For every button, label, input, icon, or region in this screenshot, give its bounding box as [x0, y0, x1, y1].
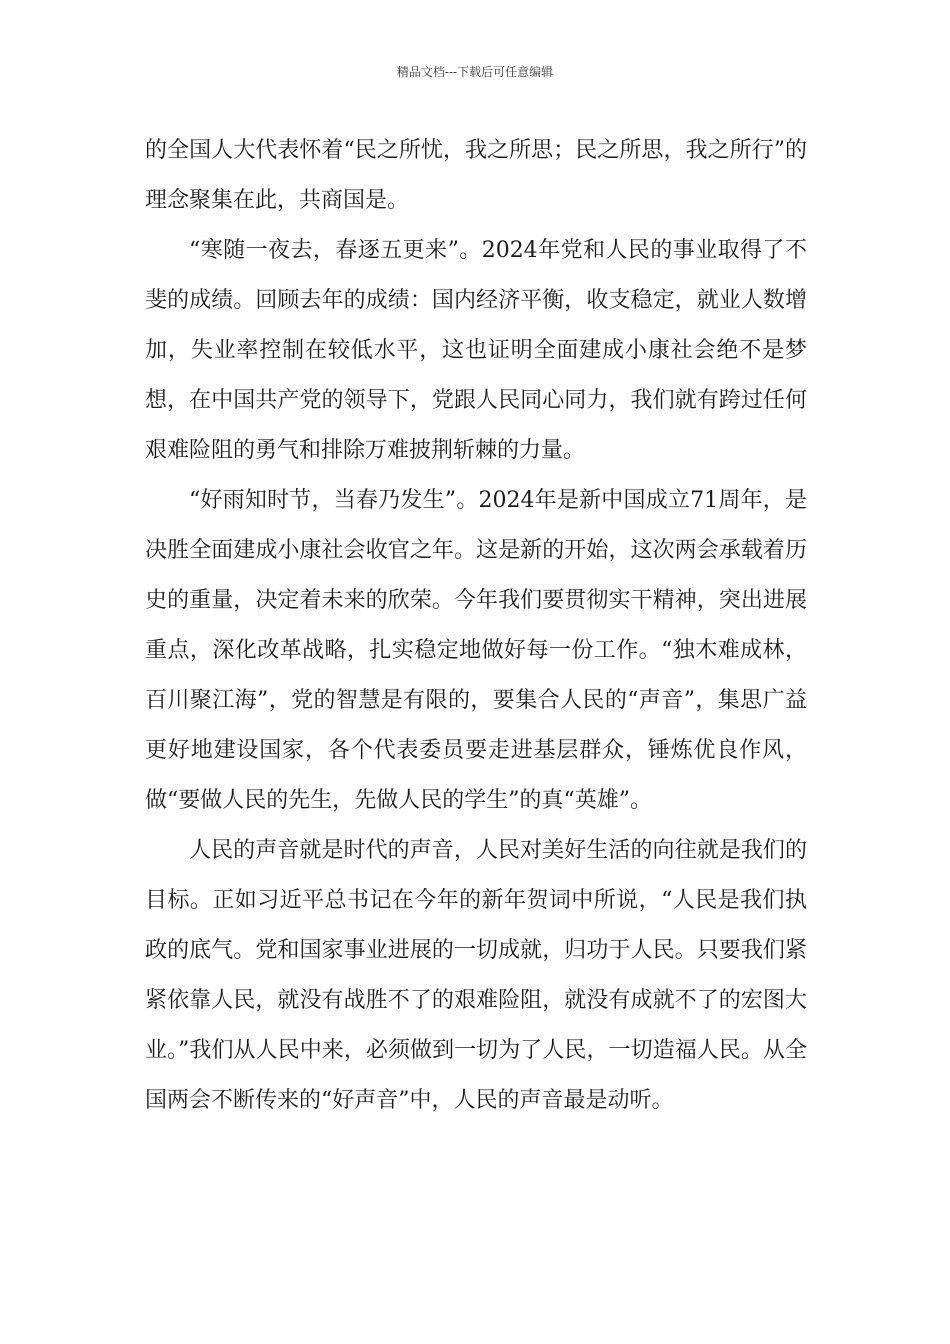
paragraph-4: 人民的声音就是时代的声音，人民对美好生活的向往就是我们的目标。正如习近平总书记在今年的新年贺词中所说，“人民是我们执政的底气。党和国家事业进展的一切成就，归功于人民。只要我们紧紧依靠人民，就没有战胜不了的艰难险阻，就没有成就不了的宏图大业。”我们从人民中来，必须做到一切为了人民，一切造福人民。从全国两会不断传来的“好声音”中，人民的声音最是动听。: [145, 838, 807, 1113]
document-body: [145, 126, 807, 1126]
paragraph-2: “寒随一夜去，春逐五更来”。2024年党和人民的事业取得了不斐的成绩。回顾去年的成绩：国内经济平衡，收支稳定，就业人数增加，失业率控制在较低水平，这也证明全面建成小康社会绝不是梦想，在中国共产党的领导下，党跟人民同心同力，我们就有跨过任何艰难险阻的勇气和排除万难披荆斩棘的力量。: [145, 238, 807, 463]
paragraph-3: “好雨知时节，当春乃发生”。2024年是新中国成立71周年，是决胜全面建成小康社会收官之年。这是新的开始，这次两会承载着历史的重量，决定着未来的欣荣。今年我们要贯彻实干精神，突出进展重点，深化改革战略，扎实稳定地做好每一份工作。“独木难成林，百川聚江海”，党的智慧是有限的，要集合人民的“声音”，集思广益更好地建设国家，各个代表委员要走进基层群众，锤炼优良作风，做“要做人民的先生，先做人民的学生”的真“英雄”。: [145, 488, 807, 813]
paragraph-1: 的全国人大代表怀着“民之所忧，我之所思；民之所思，我之所行”的理念聚集在此，共商国是。: [145, 138, 807, 213]
page-header: 精品文档---下载后可任意编辑: [396, 65, 554, 79]
